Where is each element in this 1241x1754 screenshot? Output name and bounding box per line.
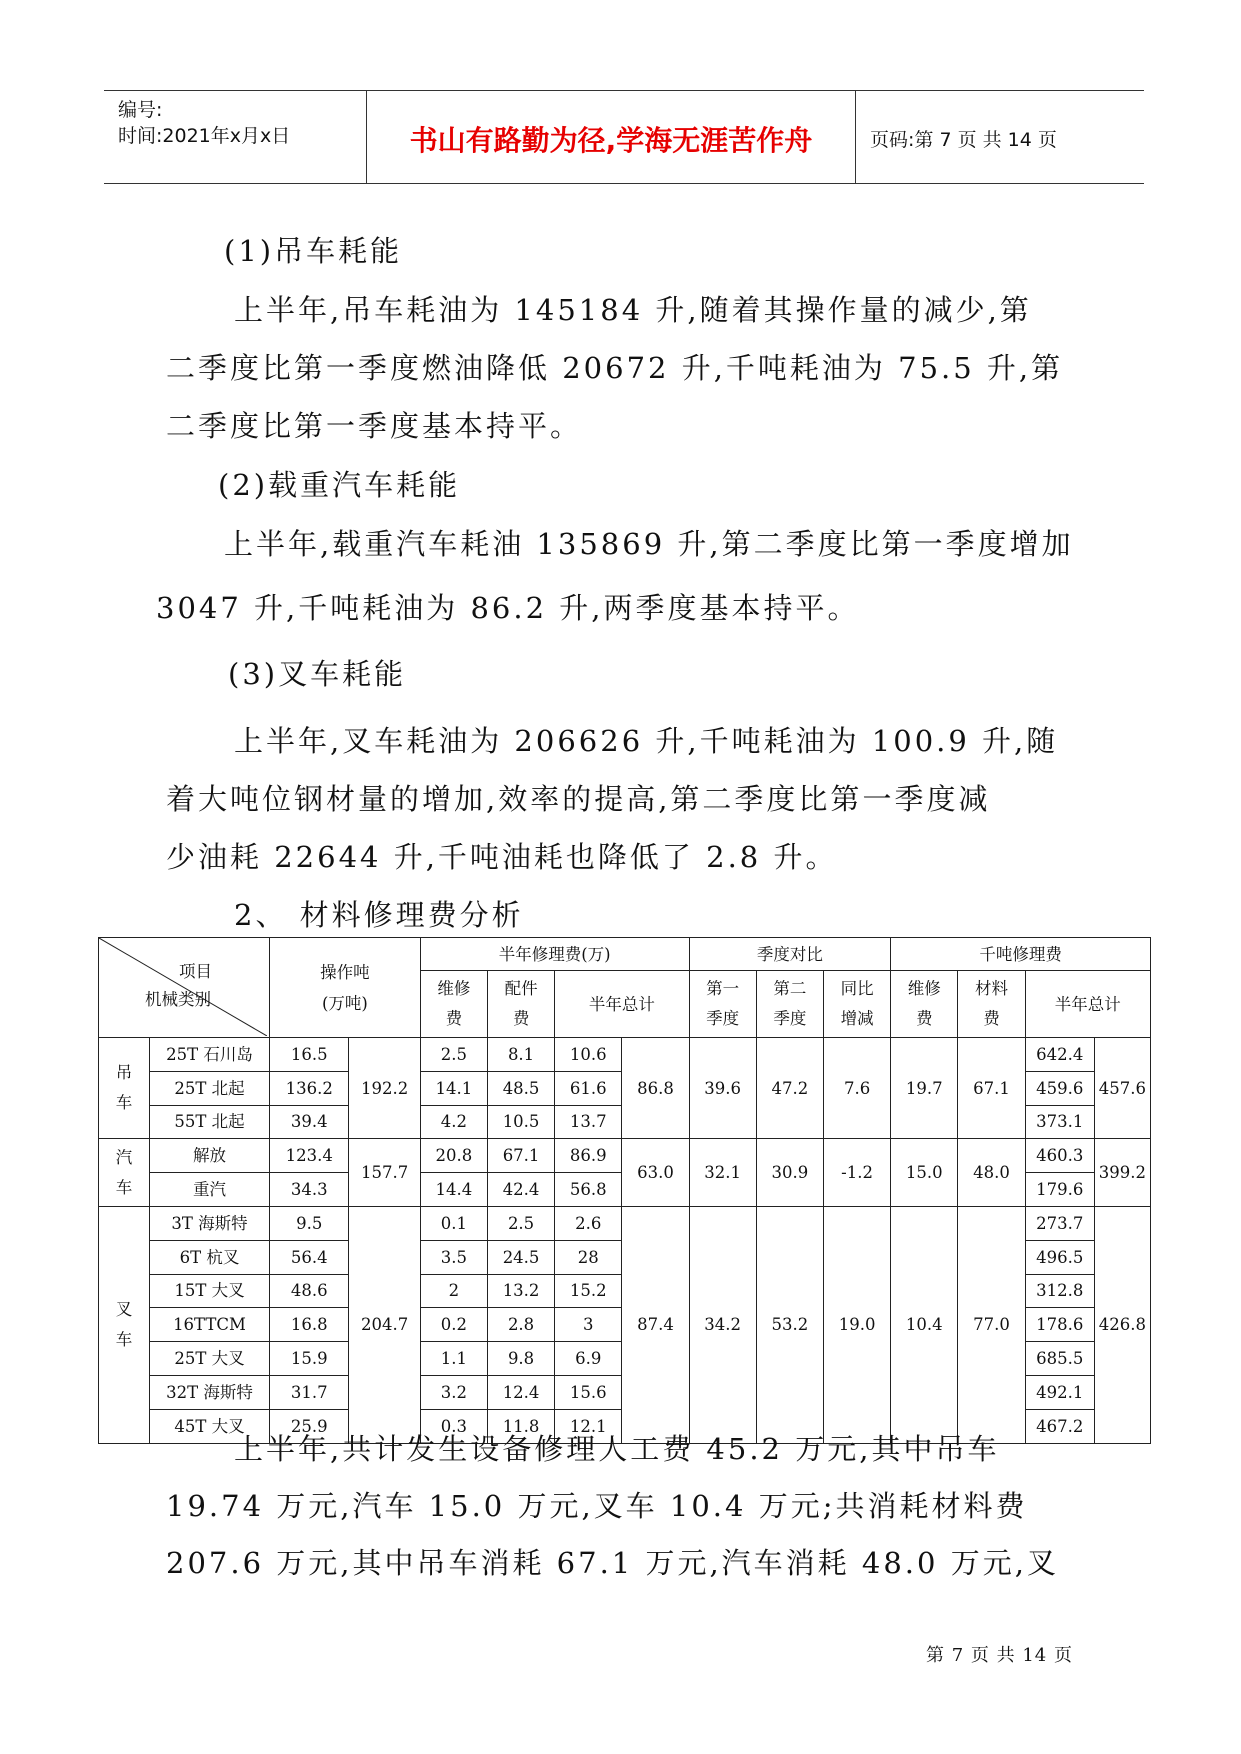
half-year-subtotal: 86.9: [555, 1139, 622, 1173]
kton-maintenance-value: 15.0: [891, 1139, 958, 1207]
section-title-crane: (1)吊车耗能: [224, 234, 403, 268]
header-category: 机械类别: [145, 990, 211, 1009]
table-row: [99, 1139, 1151, 1173]
operation-ton-value: 48.6: [270, 1274, 349, 1308]
operation-ton-value: 15.9: [270, 1342, 349, 1376]
yoy-value: -1.2: [823, 1139, 890, 1207]
header-half-year-repair: 半年修理费(万): [420, 938, 689, 971]
half-year-subtotal: 13.7: [555, 1105, 622, 1139]
machine-model: 55T 北起: [149, 1105, 269, 1139]
maintenance-fee-value: 4.2: [420, 1105, 487, 1139]
parts-fee-value: 8.1: [487, 1038, 554, 1072]
half-year-subtotal: 2.6: [555, 1206, 622, 1240]
operation-ton-value: 16.5: [270, 1038, 349, 1072]
paragraph-line: 二季度比第一季度基本持平。: [166, 409, 583, 443]
paragraph-line: 上半年,吊车耗油为 145184 升,随着其操作量的减少,第: [234, 293, 1032, 327]
operation-ton-group-total: 157.7: [349, 1139, 420, 1207]
machine-model: 3T 海斯特: [149, 1206, 269, 1240]
header-operation-ton: 操作吨 (万吨): [270, 938, 421, 1038]
operation-ton-value: 25.9: [270, 1409, 349, 1443]
q1-value: 39.6: [689, 1038, 756, 1139]
machine-model: 解放: [149, 1139, 269, 1173]
kton-model-value: 373.1: [1025, 1105, 1094, 1139]
header-yoy: 同比 增减: [823, 971, 890, 1038]
yoy-value: 19.0: [823, 1206, 890, 1443]
parts-fee-value: 2.5: [487, 1206, 554, 1240]
yoy-value: 7.6: [823, 1038, 890, 1139]
machine-model: 6T 杭叉: [149, 1240, 269, 1274]
kton-group-total: 399.2: [1094, 1139, 1150, 1207]
header-kton-total: 半年总计: [1025, 971, 1150, 1038]
section-title-truck: (2)载重汽车耗能: [218, 468, 461, 502]
kton-model-value: 179.6: [1025, 1173, 1094, 1207]
header-meta-cell: [104, 91, 367, 183]
operation-ton-value: 34.3: [270, 1173, 349, 1207]
kton-model-value: 467.2: [1025, 1409, 1094, 1443]
header-motto-cell: [367, 91, 856, 183]
parts-fee-value: 9.8: [487, 1342, 554, 1376]
header-kton-material: 材料 费: [958, 971, 1025, 1038]
operation-ton-value: 16.8: [270, 1308, 349, 1342]
kton-model-value: 273.7: [1025, 1206, 1094, 1240]
parts-fee-value: 24.5: [487, 1240, 554, 1274]
half-year-group-total: 63.0: [622, 1139, 689, 1207]
kton-model-value: 492.1: [1025, 1375, 1094, 1409]
maintenance-fee-value: 1.1: [420, 1342, 487, 1376]
maintenance-fee-value: 14.1: [420, 1071, 487, 1105]
header-kton-maintenance: 维修 费: [891, 971, 958, 1038]
paragraph-line: 上半年,载重汽车耗油 135869 升,第二季度比第一季度增加: [224, 527, 1074, 561]
kton-group-total: 426.8: [1094, 1206, 1150, 1443]
kton-model-value: 178.6: [1025, 1308, 1094, 1342]
operation-ton-value: 123.4: [270, 1139, 349, 1173]
kton-maintenance-value: 19.7: [891, 1038, 958, 1139]
half-year-group-total: 87.4: [622, 1206, 689, 1443]
header-q2: 第二 季度: [756, 971, 823, 1038]
diagonal-divider: [99, 938, 267, 1036]
header-page-cell: [856, 91, 1144, 183]
q2-value: 53.2: [756, 1206, 823, 1443]
paragraph-line: 二季度比第一季度燃油降低 20672 升,千吨耗油为 75.5 升,第: [166, 351, 1064, 385]
paragraph-line: 3047 升,千吨耗油为 86.2 升,两季度基本持平。: [156, 591, 860, 625]
q1-value: 34.2: [689, 1206, 756, 1443]
half-year-group-total: 86.8: [622, 1038, 689, 1139]
maintenance-fee-value: 3.2: [420, 1375, 487, 1409]
q1-value: 32.1: [689, 1139, 756, 1207]
kton-model-value: 460.3: [1025, 1139, 1094, 1173]
maintenance-fee-value: 2.5: [420, 1038, 487, 1072]
parts-fee-value: 11.8: [487, 1409, 554, 1443]
section-title-repair-cost: 2、 材料修理费分析: [234, 898, 524, 932]
paragraph-line: 少油耗 22644 升,千吨油耗也降低了 2.8 升。: [166, 840, 838, 874]
paragraph-line: 19.74 万元,汽车 15.0 万元,叉车 10.4 万元;共消耗材料费: [166, 1489, 1028, 1523]
operation-ton-value: 9.5: [270, 1206, 349, 1240]
header-per-kton-repair: 千吨修理费: [891, 938, 1151, 971]
kton-maintenance-value: 10.4: [891, 1206, 958, 1443]
maintenance-fee-value: 20.8: [420, 1139, 487, 1173]
machine-group-label: 汽 车: [99, 1139, 150, 1207]
half-year-subtotal: 28: [555, 1240, 622, 1274]
machine-model: 15T 大叉: [149, 1274, 269, 1308]
machine-model: 45T 大叉: [149, 1409, 269, 1443]
header-q1: 第一 季度: [689, 971, 756, 1038]
header-half-year-total: 半年总计: [555, 971, 689, 1038]
half-year-subtotal: 6.9: [555, 1342, 622, 1376]
document-time-label: 时间:2021年x月x日: [118, 125, 291, 147]
kton-material-value: 67.1: [958, 1038, 1025, 1139]
header-season-compare: 季度对比: [689, 938, 891, 971]
half-year-subtotal: 15.6: [555, 1375, 622, 1409]
parts-fee-value: 10.5: [487, 1105, 554, 1139]
half-year-subtotal: 12.1: [555, 1409, 622, 1443]
half-year-subtotal: 56.8: [555, 1173, 622, 1207]
paragraph-line: 上半年,叉车耗油为 206626 升,千吨耗油为 100.9 升,随: [234, 724, 1059, 758]
parts-fee-value: 67.1: [487, 1139, 554, 1173]
table-corner-header: [99, 938, 270, 1038]
page-header: [104, 90, 1144, 184]
maintenance-fee-value: 0.1: [420, 1206, 487, 1240]
half-year-subtotal: 15.2: [555, 1274, 622, 1308]
paragraph-line: 207.6 万元,其中吊车消耗 67.1 万元,汽车消耗 48.0 万元,叉: [166, 1546, 1059, 1580]
kton-material-value: 48.0: [958, 1139, 1025, 1207]
header-maintenance-fee: 维修 费: [420, 971, 487, 1038]
parts-fee-value: 42.4: [487, 1173, 554, 1207]
kton-model-value: 642.4: [1025, 1038, 1094, 1072]
kton-model-value: 459.6: [1025, 1071, 1094, 1105]
machine-model: 16TTCM: [149, 1308, 269, 1342]
header-page-number: 页码:第 7 页 共 14 页: [870, 129, 1057, 151]
kton-model-value: 685.5: [1025, 1342, 1094, 1376]
maintenance-fee-value: 0.2: [420, 1308, 487, 1342]
table-row: [99, 1038, 1151, 1072]
operation-ton-value: 31.7: [270, 1375, 349, 1409]
kton-group-total: 457.6: [1094, 1038, 1150, 1139]
section-title-forklift: (3)叉车耗能: [228, 657, 407, 691]
parts-fee-value: 48.5: [487, 1071, 554, 1105]
half-year-subtotal: 61.6: [555, 1071, 622, 1105]
table-row: [99, 1206, 1151, 1240]
header-motto: 书山有路勤为径,学海无涯苦作舟: [409, 124, 813, 157]
operation-ton-value: 136.2: [270, 1071, 349, 1105]
header-item: 项目: [179, 962, 212, 981]
page-footer: 第 7 页 共 14 页: [926, 1645, 1073, 1666]
document-number-label: 编号:: [118, 99, 163, 121]
parts-fee-value: 13.2: [487, 1274, 554, 1308]
machine-model: 重汽: [149, 1173, 269, 1207]
operation-ton-value: 56.4: [270, 1240, 349, 1274]
operation-ton-group-total: 192.2: [349, 1038, 420, 1139]
kton-model-value: 312.8: [1025, 1274, 1094, 1308]
maintenance-fee-value: 2: [420, 1274, 487, 1308]
machine-group-label: 吊 车: [99, 1038, 150, 1139]
machine-model: 25T 北起: [149, 1071, 269, 1105]
maintenance-fee-value: 14.4: [420, 1173, 487, 1207]
half-year-subtotal: 3: [555, 1308, 622, 1342]
paragraph-line: 着大吨位钢材量的增加,效率的提高,第二季度比第一季度减: [166, 782, 991, 816]
operation-ton-group-total: 204.7: [349, 1206, 420, 1443]
half-year-subtotal: 10.6: [555, 1038, 622, 1072]
machine-model: 25T 石川岛: [149, 1038, 269, 1072]
parts-fee-value: 2.8: [487, 1308, 554, 1342]
machine-group-label: 叉 车: [99, 1206, 150, 1443]
q2-value: 47.2: [756, 1038, 823, 1139]
maintenance-fee-value: 3.5: [420, 1240, 487, 1274]
parts-fee-value: 12.4: [487, 1375, 554, 1409]
operation-ton-value: 39.4: [270, 1105, 349, 1139]
kton-model-value: 496.5: [1025, 1240, 1094, 1274]
maintenance-fee-value: 0.3: [420, 1409, 487, 1443]
q2-value: 30.9: [756, 1139, 823, 1207]
header-parts-fee: 配件 费: [487, 971, 554, 1038]
repair-cost-table: [98, 937, 1151, 1444]
paragraph-line: 上半年,共计发生设备修理人工费 45.2 万元,其中吊车: [234, 1432, 1000, 1466]
machine-model: 32T 海斯特: [149, 1375, 269, 1409]
kton-material-value: 77.0: [958, 1206, 1025, 1443]
machine-model: 25T 大叉: [149, 1342, 269, 1376]
